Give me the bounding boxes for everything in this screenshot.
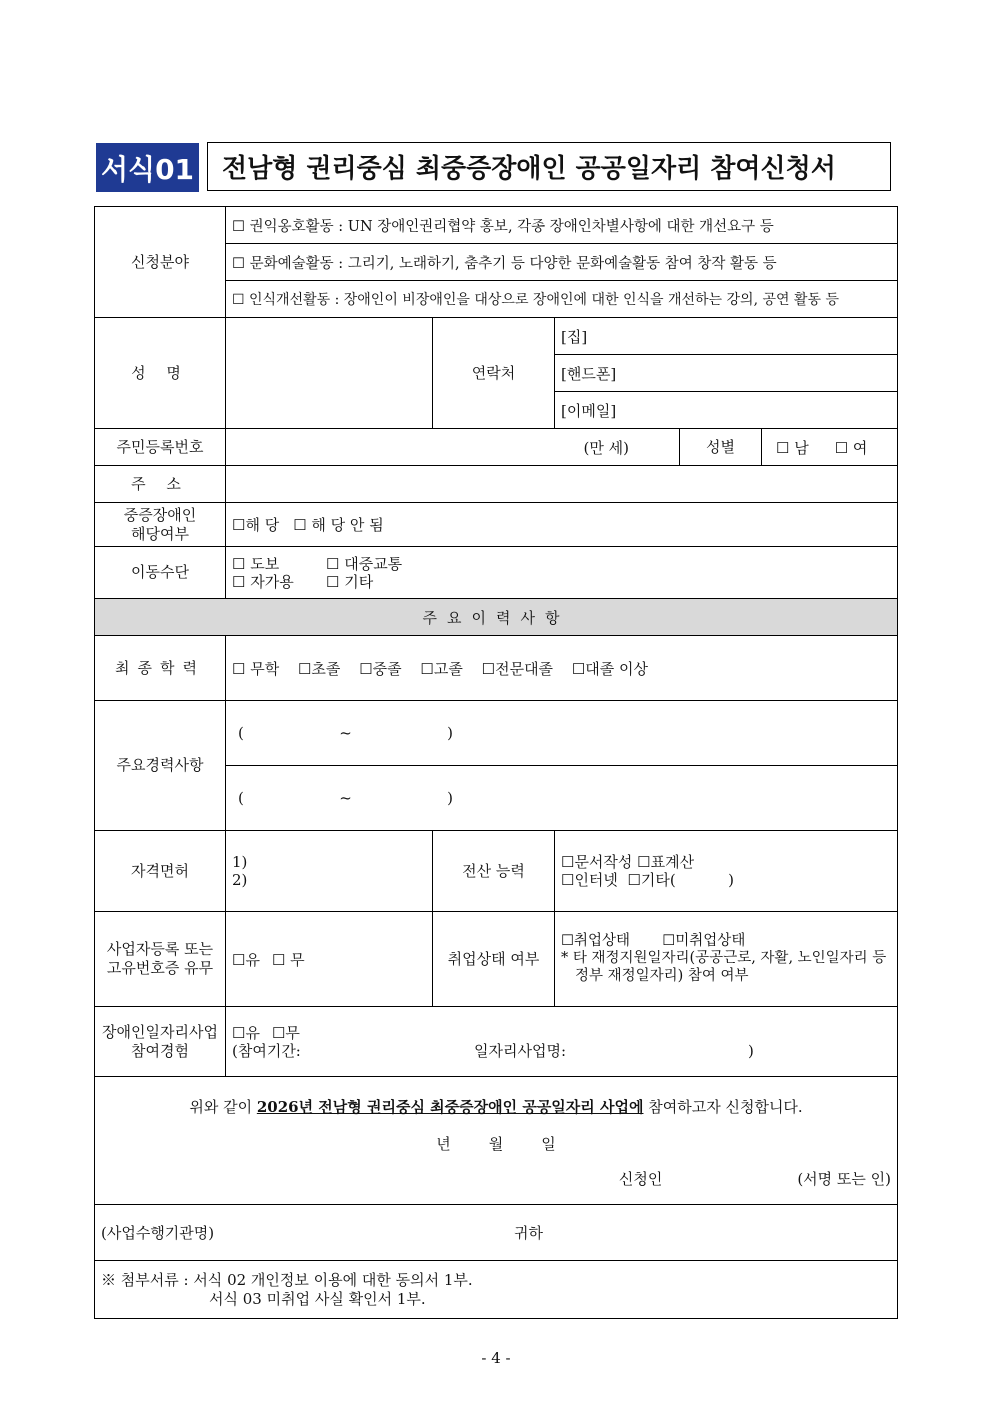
attachments-note (95, 1261, 898, 1319)
declaration-program-name: 2026년 전남형 권리중심 최중증장애인 공공일자리 사업에 (256, 1098, 644, 1116)
career-label: 주요경력사항 (95, 701, 226, 831)
field-option-advocacy[interactable]: ☐ 권익옹호활동 : UN 장애인권리협약 홍보, 각종 장애인차별사항에 대한 개선요구 등 (226, 207, 898, 244)
declaration-prefix: 위와 같이 (189, 1098, 257, 1116)
rrn-label: 주민등록번호 (95, 429, 226, 466)
transport-walk-checkbox[interactable]: ☐ 도보 (232, 554, 280, 573)
address-input[interactable] (226, 466, 898, 503)
business-yes-checkbox[interactable]: ☐유 (232, 950, 260, 969)
severe-no-checkbox[interactable]: ☐ 해 당 안 됨 (293, 516, 384, 534)
gender-label: 성별 (680, 429, 762, 466)
declaration-suffix: 참여하고자 신청합니다. (643, 1098, 803, 1116)
transport-label: 이동수단 (95, 547, 226, 599)
business-registration-label (95, 912, 226, 1007)
application-form (94, 206, 898, 1319)
it-skill-label: 전산 능력 (433, 831, 555, 912)
license-line-1: 1) (232, 853, 248, 871)
license-label: 자격면허 (95, 831, 226, 912)
addressee-label: 귀하 (514, 1224, 543, 1242)
form-number-badge: 서식01 (96, 143, 199, 192)
contact-label: 연락처 (433, 318, 555, 429)
applicant-label: 신청인 (618, 1170, 663, 1188)
project-name-field[interactable]: 일자리사업명: (474, 1041, 566, 1060)
business-no-checkbox[interactable]: ☐ 무 (271, 950, 305, 969)
it-skill-line-2: ☐인터넷 ☐기타( ) (561, 871, 735, 889)
job-program-experience-label (95, 1007, 226, 1077)
career-entry-2[interactable]: ( ~ ) (226, 766, 898, 831)
contact-home-field[interactable]: [집] (555, 318, 898, 355)
employment-status-note-2: 정부 재정일자리) 참여 여부 (575, 967, 749, 984)
name-input[interactable] (226, 318, 433, 429)
business-label-line2: 고유번호증 유무 (106, 959, 214, 977)
license-input[interactable] (226, 831, 433, 912)
page-number: - 4 - (481, 1349, 511, 1367)
employment-status-note-1: * 타 재정지원일자리(공공근로, 자활, 노인일자리 등 (561, 950, 887, 967)
education-none-checkbox[interactable]: ☐ 무학 (232, 659, 280, 678)
experience-label-line2: 참여경험 (131, 1041, 189, 1060)
education-university-checkbox[interactable]: ☐대졸 이상 (571, 659, 649, 678)
career-entry-1[interactable]: ( ~ ) (226, 701, 898, 766)
contact-email-field[interactable]: [이메일] (555, 392, 898, 429)
career-section-header: 주요이력사항 (95, 599, 898, 636)
attachments-line-2: 서식 03 미취업 사실 확인서 1부. (209, 1289, 426, 1308)
signature-field[interactable]: (서명 또는 인) (797, 1170, 892, 1188)
education-college-checkbox[interactable]: ☐전문대졸 (481, 659, 554, 678)
severe-disability-label (95, 503, 226, 547)
gender-female-checkbox[interactable]: ☐ 여 (834, 438, 868, 457)
field-option-culture[interactable]: ☐ 문화예술활동 : 그리기, 노래하기, 춤추기 등 다양한 문화예술활동 참여 창작 활동 등 (226, 244, 898, 281)
it-skill-options[interactable] (555, 831, 898, 912)
education-elementary-checkbox[interactable]: ☐초졸 (297, 659, 341, 678)
form-title-text: 전남형 권리중심 최중증장애인 공공일자리 참여신청서 (222, 154, 836, 184)
transport-car-checkbox[interactable]: ☐ 자가용 (232, 572, 294, 591)
gender-male-checkbox[interactable]: ☐ 남 (776, 438, 809, 457)
severe-label-line1: 중증장애인 (123, 505, 197, 524)
transport-public-checkbox[interactable]: ☐ 대중교통 (326, 554, 403, 573)
employment-status-options[interactable] (555, 912, 898, 1007)
rrn-input[interactable] (226, 429, 680, 466)
address-label: 주 소 (95, 466, 226, 503)
business-label-line1: 사업자등록 또는 (106, 940, 214, 959)
experience-no-checkbox[interactable]: ☐무 (271, 1023, 300, 1042)
employment-status-label: 취업상태 여부 (433, 912, 555, 1007)
year-field[interactable]: 년 (436, 1135, 451, 1153)
signature-line (95, 1168, 897, 1189)
field-option-awareness[interactable]: ☐ 인식개선활동 : 장애인이 비장애인을 대상으로 장애인에 대한 인식을 개선하는 강의, 공연 활동 등 (226, 281, 898, 318)
agency-name-field[interactable]: (사업수행기관명) (101, 1224, 215, 1242)
declaration-text (95, 1096, 897, 1117)
month-field[interactable]: 월 (488, 1135, 504, 1153)
employment-status-line-1: ☐취업상태 ☐미취업상태 (561, 932, 746, 949)
day-field[interactable]: 일 (541, 1135, 556, 1153)
education-middle-checkbox[interactable]: ☐중졸 (359, 659, 402, 678)
license-line-2: 2) (232, 871, 248, 889)
severe-yes-checkbox[interactable]: ☐해 당 (232, 516, 280, 534)
severe-label-line2: 해당여부 (131, 524, 189, 543)
declaration-cell (95, 1077, 898, 1205)
experience-label-line1: 장애인일자리사업 (102, 1022, 218, 1041)
education-label: 최종학력 (95, 636, 226, 701)
experience-yes-checkbox[interactable]: ☐유 (232, 1023, 260, 1042)
it-skill-line-1: ☐문서작성 ☐표계산 (561, 853, 695, 871)
experience-close-paren: ) (748, 1041, 754, 1060)
form-title (207, 142, 891, 191)
field-label: 신청분야 (95, 207, 226, 318)
education-high-checkbox[interactable]: ☐고졸 (420, 659, 463, 678)
age-field: (만 세) (583, 438, 629, 457)
attachments-line-1: ※ 첨부서류 : 서식 02 개인정보 이용에 대한 동의서 1부. (101, 1270, 473, 1289)
name-label: 성 명 (95, 318, 226, 429)
participation-period-field[interactable]: (참여기간: (232, 1041, 301, 1060)
contact-mobile-field[interactable]: [핸드폰] (555, 355, 898, 392)
transport-etc-checkbox[interactable]: ☐ 기타 (326, 572, 374, 591)
date-line (95, 1133, 897, 1154)
